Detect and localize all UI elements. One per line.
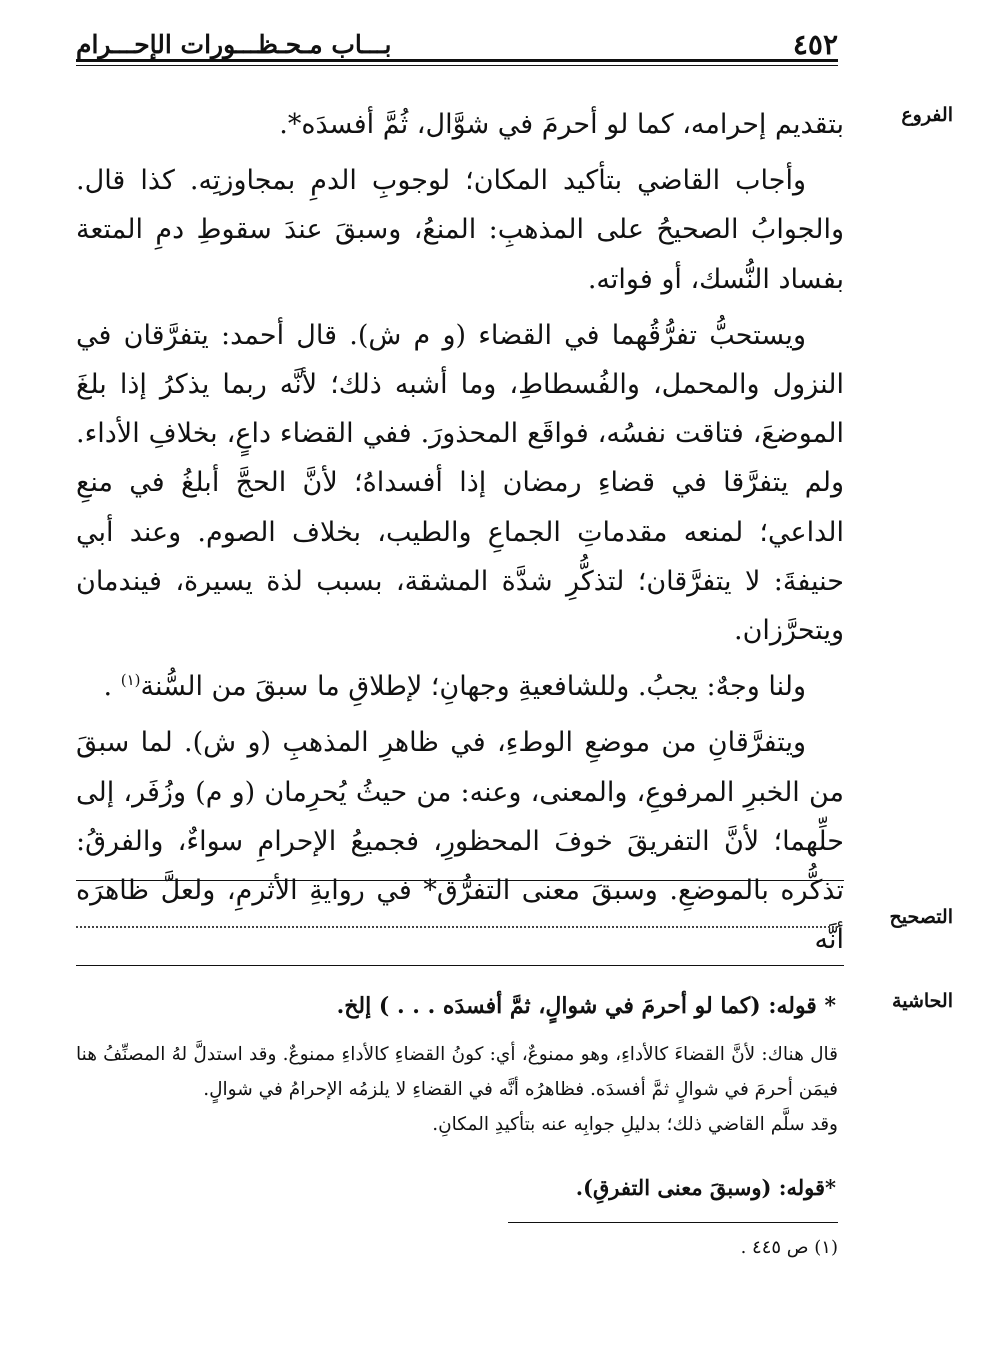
hashiya-quote-1: * قوله: (كما لو أحرمَ في شوالٍ، ثمَّ أفسدَه . . . ) إلخ. [336,993,836,1019]
text-separator-rule [76,880,844,881]
footnote-rule [508,1222,838,1223]
side-label-hashiya: الحاشية [892,990,953,1012]
header-rule-thick [76,59,838,62]
paragraph-1: بتقديم إحرامه، كما لو أحرمَ في شوَّال، ثُمَّ أفسدَه*. [279,109,844,140]
hashiya-commentary [76,1037,838,1142]
main-text [76,100,844,964]
hashiya-line-1: قال هناك: لأنَّ القضاءَ كالأداءِ، وهو ممنوعٌ، أي: كونُ القضاءِ كالأداءِ ممنوعٌ. وقد استدلَّ لهُ المصنِّفُ هنا فيمَن أحرمَ في شوالٍ ثمَّ أفسدَه. فظاهرُه أنَّه في القضاءِ لا يلزمُه الإحرامُ في شوالٍ. [76,1044,838,1100]
hashiya-separator-rule [76,965,844,966]
paragraph-4 [76,662,844,711]
hashiya-line-2: وقد سلَّم القاضي ذلك؛ بدليلِ جوابِه عنه بتأكيدِ المكانِ. [432,1114,838,1135]
chapter-title: بـــاب مـحـظـــورات الإحـــرام [76,30,392,59]
paragraph-3: ويستحبُّ تفرُّقُهما في القضاء (و م ش). قال أحمد: يتفرَّقان في النزول والمحمل، والفُسطاطِ، وما أشبه ذلك؛ لأنَّه ربما يذكرُ إذا بلغَ الموضعَ، فتاقت نفسُه، فواقَع المحذورَ. ففي القضاء داعٍ، بخلافِ الأداء. ولم يتفرَّقا في قضاءِ رمضان إذا أفسداهُ؛ لأنَّ الحجَّ أبلغُ في منعِ الداعي؛ لمنعه مقدماتِ الجماعِ والطيب، بخلاف الصوم. وعند أبي حنيفةَ: لا يتفرَّقان؛ لتذكُّرِ شدَّة المشقة، بسبب لذة يسيرة، فيندمان ويتحرَّزان. [76,319,844,647]
footnote-reference: (١) [120,671,141,690]
running-header [76,22,838,62]
header-rule-thin [76,65,838,66]
paragraph-5: ويتفرَّقانِ من موضعِ الوطءِ، في ظاهرِ المذهبِ (و ش). لما سبقَ من الخبرِ المرفوعِ، والمعنى، وعنه: من حيثُ يُحرِمان (و م) وزُفَر، إلى حلِّهما؛ لأنَّ التفريقَ خوفَ المحظورِ، فجميعُ الإحرامِ سواءٌ، والفرقُ: تذكُّره بالموضعِ. وسبقَ معنى التفرُّق* في روايةِ الأثرمِ، ولعلَّ ظاهرَه أنَّه [76,727,844,956]
side-label-furu: الفروع [901,104,953,126]
paragraph-4-text: ولنا وجهٌ: يجبُ. وللشافعيةِ وجهانِ؛ لإطلاقِ ما سبقَ من السُّنة [140,671,806,703]
footnote-1: (١) ص ٤٤٥ . [740,1237,838,1258]
paragraph-2: وأجاب القاضي بتأكيد المكان؛ لوجوبِ الدمِ بمجاوزتِه. كذا قال. والجوابُ الصحيحُ على المذهبِ: المنعُ، وسبقَ عندَ سقوطِ دمِ المتعة بفساد النُّسك، أو فواته. [76,165,844,295]
side-label-tashih: التصحيح [889,906,953,928]
tashih-dotted-line [76,926,838,928]
paragraph-4-end: . [103,671,113,703]
page-number: ٤٥٢ [792,28,838,61]
hashiya-quote-2: *قوله: (وسبقَ معنى التفرقِ). [575,1175,836,1200]
